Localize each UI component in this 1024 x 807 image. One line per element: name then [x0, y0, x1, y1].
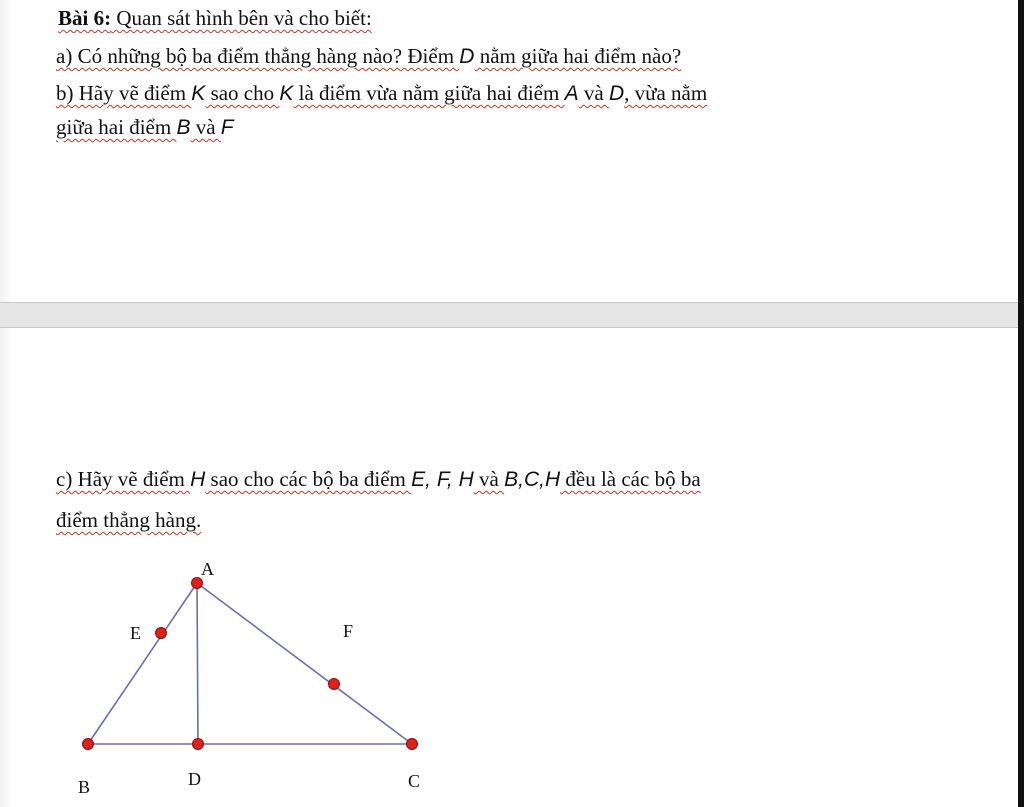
label-a: A [201, 559, 214, 579]
point-d [193, 739, 204, 750]
part-c-seg2: sao cho các bộ ba điểm [205, 467, 412, 491]
part-b-point-f: F [220, 116, 234, 139]
part-b-point-a: A [564, 82, 579, 105]
page-left-margin [0, 0, 14, 807]
point-e [156, 628, 167, 639]
part-b-seg6: giữa hai điểm [56, 115, 177, 139]
point-f-on-ac [329, 679, 340, 690]
part-b-seg3: là điểm vừa nằm giữa hai điểm [293, 81, 565, 105]
geometry-figure [60, 548, 460, 803]
label-c: C [408, 771, 421, 791]
part-b-text-continued [56, 114, 234, 141]
part-a-text [56, 43, 681, 70]
part-b-point-d: D [608, 82, 625, 105]
point-a [192, 578, 203, 589]
exercise-title [58, 5, 372, 31]
part-c-seg3: và [473, 467, 505, 491]
part-a-question: a) Có những bộ ba điểm thẳng hàng nào? Điểm [56, 44, 460, 68]
part-b-seg7: và [190, 115, 221, 139]
point-c [407, 739, 418, 750]
exercise-title-rest: Quan sát hình bên và cho biết: [111, 6, 372, 30]
part-c-seg1: c) Hãy vẽ điểm [56, 467, 191, 491]
window-right-edge [1018, 0, 1024, 807]
part-b-point-k1: K [191, 82, 206, 105]
label-f: F [343, 621, 354, 641]
part-b-point-b: B [176, 116, 191, 139]
part-a-point-d: D [459, 45, 475, 68]
segment-ad [197, 583, 198, 744]
part-b-text [56, 80, 707, 107]
part-c-points-efh: E, F, H [411, 468, 474, 491]
part-b-seg4: và [578, 81, 609, 105]
part-c-text-continued [56, 507, 201, 533]
part-c-points-bch: B,C,H [504, 468, 561, 491]
part-a-question-end: nằm giữa hai điểm nào? [474, 44, 682, 68]
label-e: E [130, 623, 141, 643]
label-b: B [78, 777, 91, 797]
part-b-seg5: , vừa nằm [624, 81, 708, 105]
label-d: D [188, 769, 201, 789]
segment-ab [88, 583, 197, 744]
part-c-text [56, 466, 701, 493]
part-c-seg5: điểm thẳng hàng. [56, 508, 202, 532]
segment-ac [197, 583, 412, 744]
part-b-seg1: b) Hãy vẽ điểm [56, 81, 192, 105]
page-break-gap [0, 302, 1020, 328]
part-c-point-h: H [190, 468, 206, 491]
part-c-seg4: đều là các bộ ba [560, 467, 701, 491]
exercise-title-bold: Bài 6: [58, 6, 112, 30]
part-b-point-k2: K [279, 82, 294, 105]
point-b [83, 739, 94, 750]
part-b-seg2: sao cho [205, 81, 280, 105]
